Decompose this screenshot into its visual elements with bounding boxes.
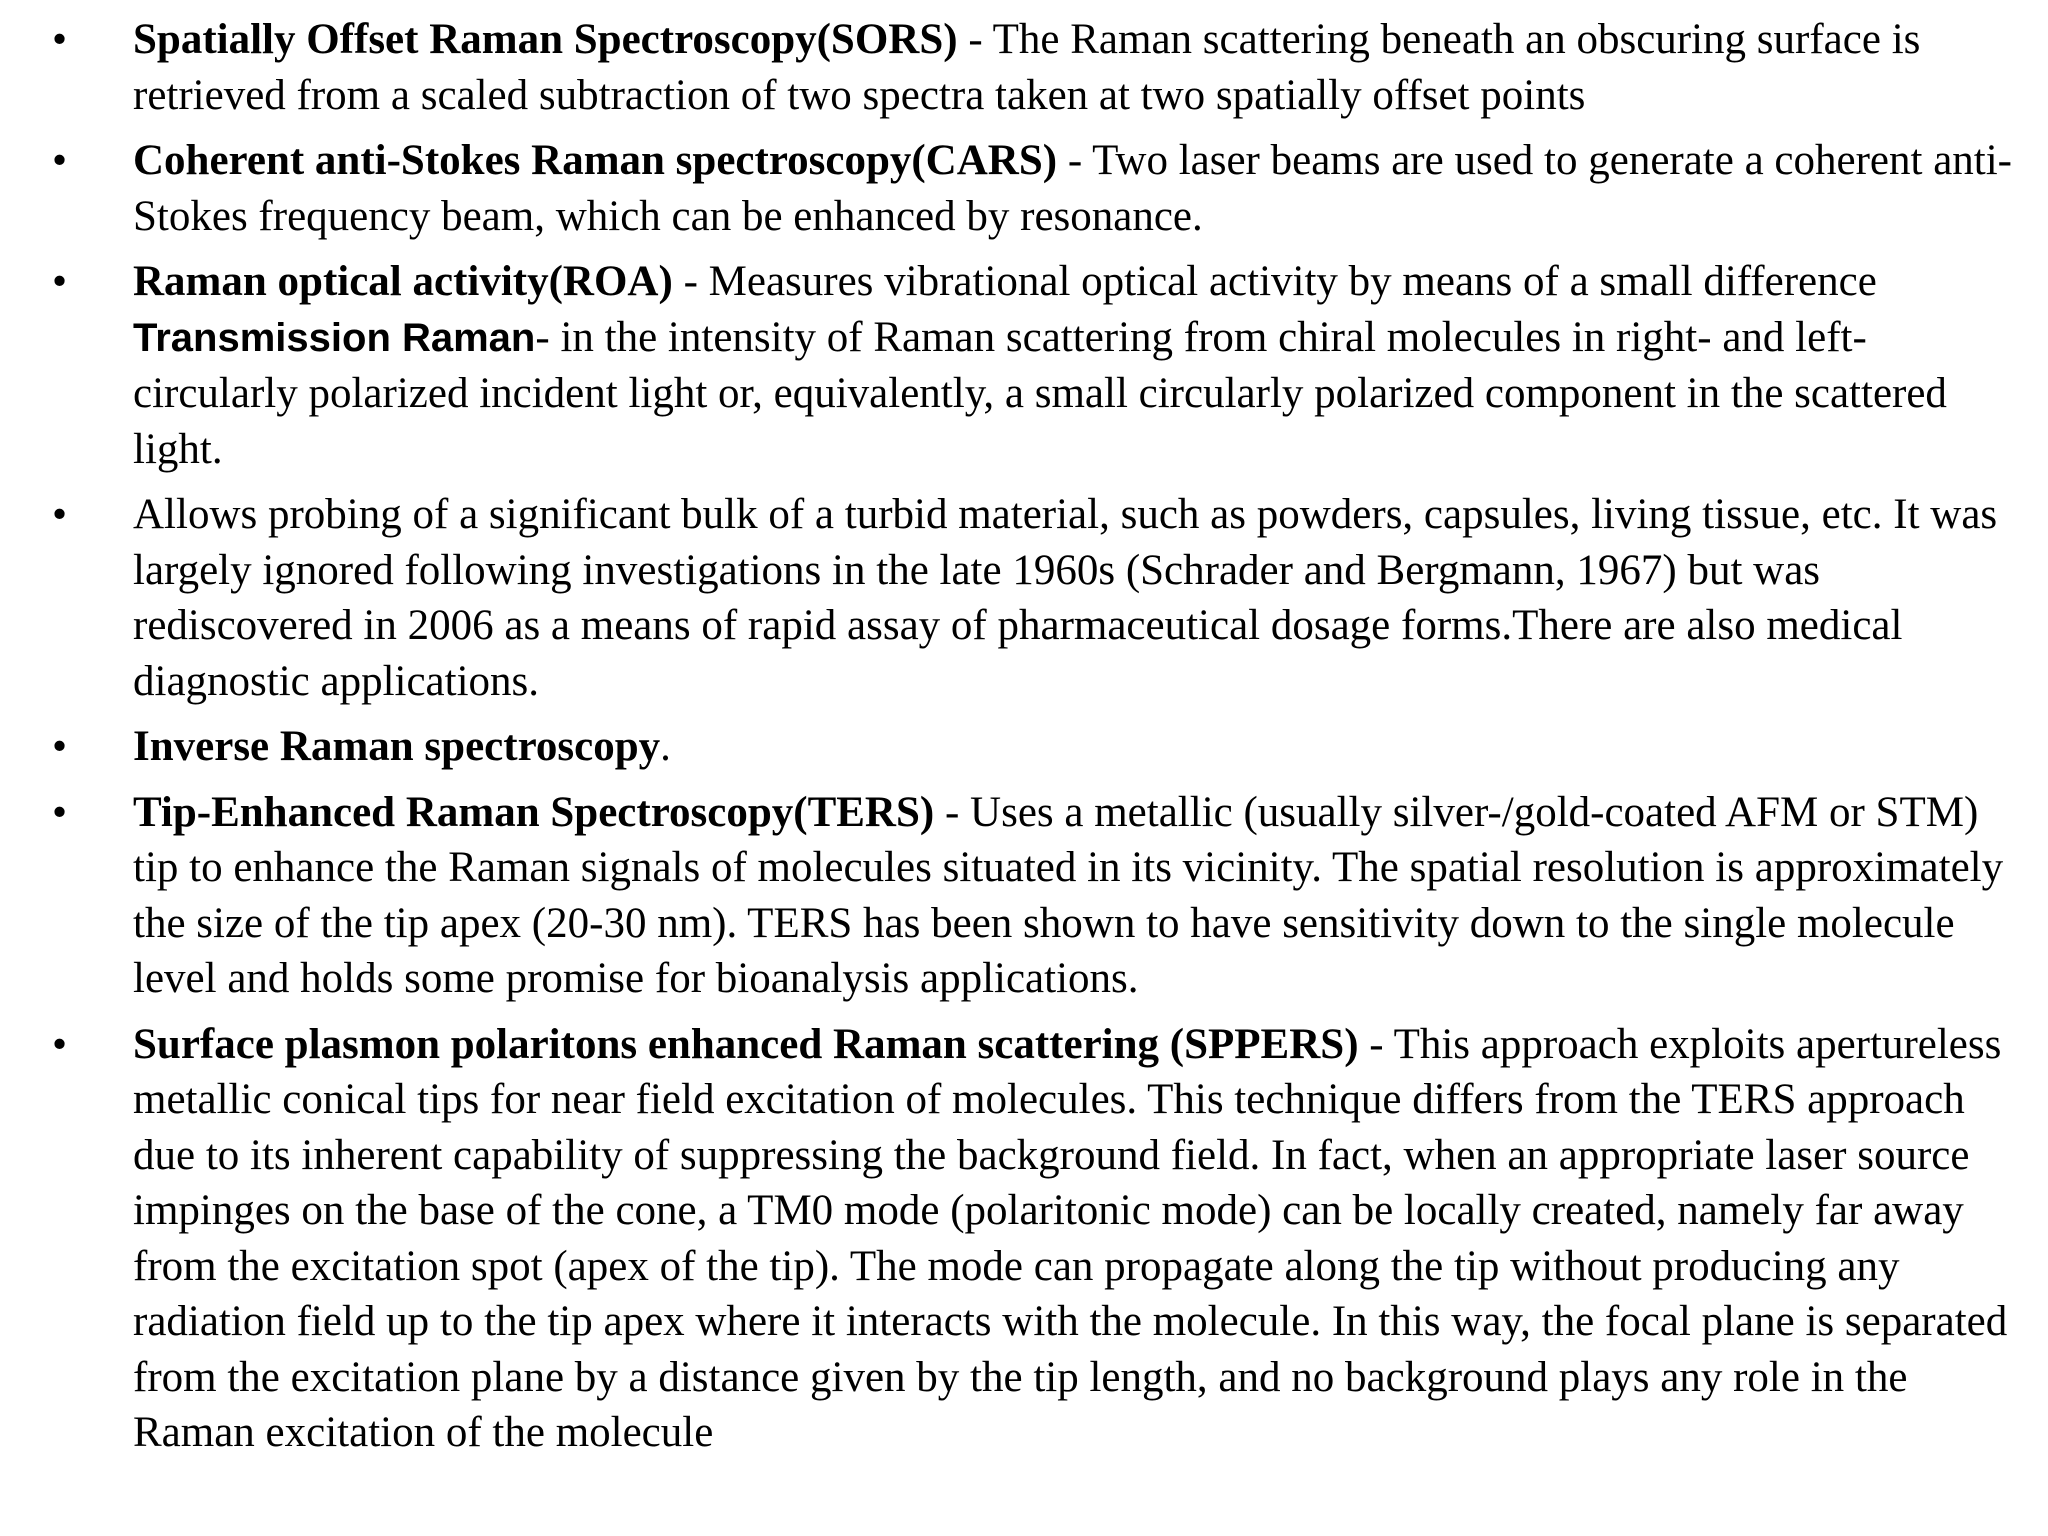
- term-cars: Coherent anti-Stokes Raman spectroscopy(CARS): [133, 137, 1058, 184]
- bullet-icon: •: [52, 788, 68, 836]
- list-item-inverse-raman: [0, 719, 2048, 775]
- description-sors: - The Raman scattering beneath an obscuring surface is retrieved from a scaled subtraction of two spectra taken at two spatially offset points: [133, 16, 1921, 119]
- description-inverse-raman: .: [660, 723, 671, 770]
- bullet-icon: •: [52, 723, 68, 770]
- bullet-icon: •: [52, 16, 68, 63]
- bullet-list: [0, 12, 2048, 1471]
- description-transmission-raman: - in the intensity of Raman scattering from chiral molecules in right- and left-circularly polarized incident light or, equivalently, a small circularly polarized component in the scattered light.: [133, 313, 1947, 473]
- term-ters: Tip-Enhanced Raman Spectroscopy(TERS): [133, 788, 935, 836]
- term-transmission-raman: Transmission Raman: [133, 315, 536, 360]
- list-item-sppers: [0, 1017, 2048, 1461]
- description-sppers: - This approach exploits apertureless metallic conical tips for near field excitation of molecules. This technique differs from the TERS approach due to its inherent capability of suppressing the background field. In fact, when an appropriate laser source impinges on the base of the cone, a TM0 mode (polaritonic mode) can be locally created, namely far away from the excitation spot (apex of the tip). The mode can propagate along the tip without producing any radiation field up to the tip apex where it interacts with the molecule. In this way, the focal plane is separated from the excitation plane by a distance given by the tip length, and no background plays any role in the Raman excitation of the molecule: [133, 1020, 2008, 1456]
- list-item-roa: [0, 254, 2048, 477]
- list-item-ters: [0, 785, 2048, 1007]
- term-roa: Raman optical activity(ROA): [133, 258, 673, 305]
- term-sors: Spatially Offset Raman Spectroscopy(SORS): [133, 16, 958, 63]
- bullet-icon: •: [52, 1020, 68, 1068]
- description-ters: - Uses a metallic (usually silver-/gold-coated AFM or STM) tip to enhance the Raman signals of molecules situated in its vicinity. The spatial resolution is approximately the size of the tip apex (20-30 nm). TERS has been shown to have sensitivity down to the single molecule level and holds some promise for bioanalysis applications.: [133, 788, 2004, 1002]
- bullet-icon: •: [52, 258, 68, 305]
- bullet-icon: •: [52, 137, 68, 184]
- description-roa: - Measures vibrational optical activity by means of a small difference: [672, 258, 1877, 305]
- description-transmission: Allows probing of a significant bulk of a turbid material, such as powders, capsules, living tissue, etc. It was largely ignored following investigations in the late 1960s (Schrader and Bergmann, 1967) but was rediscovered in 2006 as a means of rapid assay of pharmaceutical dosage forms.There are also medical diagnostic applications.: [133, 491, 1998, 705]
- description-cars: - Two laser beams are used to generate a coherent anti-Stokes frequency beam, which can be enhanced by resonance.: [133, 137, 2012, 240]
- list-item-sors: [0, 12, 2048, 123]
- list-item-transmission: [0, 487, 2048, 709]
- term-sppers: Surface plasmon polaritons enhanced Raman scattering (SPPERS): [133, 1020, 1359, 1068]
- list-item-cars: [0, 133, 2048, 244]
- bullet-icon: •: [52, 491, 68, 538]
- term-inverse-raman: Inverse Raman spectroscopy: [133, 723, 661, 770]
